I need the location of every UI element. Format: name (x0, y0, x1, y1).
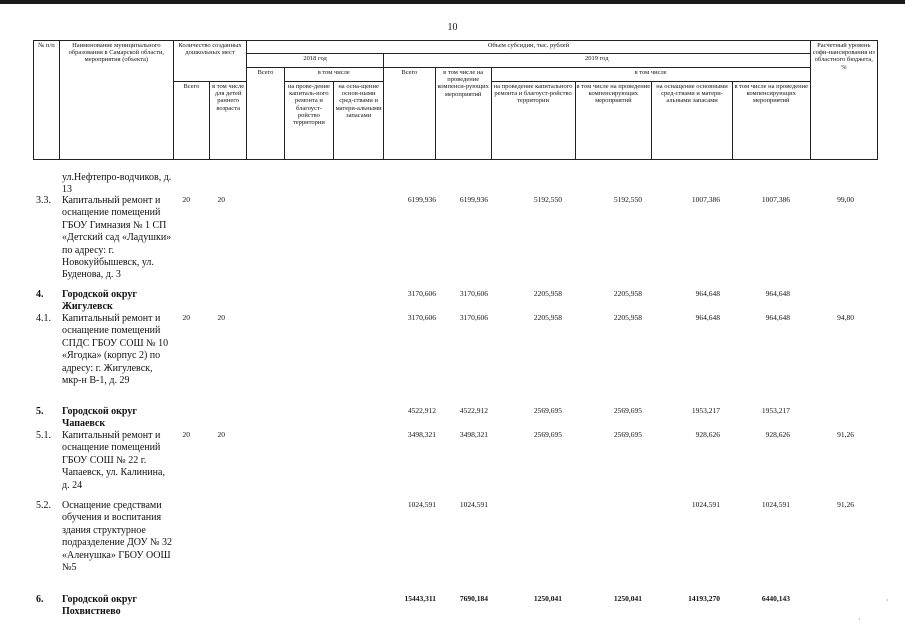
cofinancing: 99,00 (837, 195, 854, 204)
total-2019: 15443,311 (404, 594, 436, 603)
top-border (0, 0, 905, 4)
cofinancing: 91,26 (837, 500, 854, 509)
row-name: Капитальный ремонт и оснащение помещений ГБОУ Гимназия № 1 СП «Детский сад «Ладушки» по адресу: г. Новокуйбышевск, ул. Буденова, д. 3 (62, 195, 172, 281)
total-2019: 4522,912 (407, 406, 436, 415)
repair-2019: 1250,041 (533, 594, 562, 603)
row-name: Капитальный ремонт и оснащение помещений СПДС ГБОУ СОШ № 10 «Ягодка» (корпус 2) по адресу: г. Жигулевск, мкр-н В-1, д. 29 (62, 313, 169, 387)
row-number: 5. (36, 406, 44, 417)
repair-2019: 2569,695 (533, 406, 562, 415)
row-number: 5.2. (36, 500, 51, 511)
header-places-early: в том числе для детей раннего возраста (210, 82, 247, 160)
page-number: 10 (447, 22, 458, 33)
repair-comp-2019: 2569,695 (613, 430, 642, 439)
scan-speck: · (886, 596, 889, 605)
header-places: Количество созданных дошкольных мест (173, 41, 247, 82)
repair-2019: 2205,958 (533, 289, 562, 298)
row-number: 4.1. (36, 313, 51, 324)
repair-comp-2019: 2569,695 (613, 406, 642, 415)
comp-2019: 4522,912 (459, 406, 488, 415)
total-2019: 1024,591 (407, 500, 436, 509)
table-header (33, 40, 878, 160)
row-name: Городской округ Похвистнево (62, 594, 137, 618)
header-incl-2018: в том числе (284, 68, 383, 82)
equip-2019: 1953,217 (691, 406, 720, 415)
places-early: 20 (217, 430, 225, 439)
equip-comp-2019: 928,626 (765, 430, 790, 439)
places-total: 20 (182, 313, 190, 322)
repair-comp-2019: 2205,958 (613, 289, 642, 298)
comp-2019: 3170,606 (459, 313, 488, 322)
repair-comp-2019: 5192,550 (613, 195, 642, 204)
repair-comp-2019: 1250,041 (613, 594, 642, 603)
header-total-2019: Всего (383, 68, 435, 160)
row-name: Оснащение средствами обучения и воспитания здания структурное подразделение ДОУ № 32 «Аленушка» ГБОУ ООШ №5 (62, 500, 173, 574)
places-early: 20 (217, 313, 225, 322)
equip-2019: 964,648 (695, 313, 720, 322)
header-incl-comp-2019: в том числе на проведение компенси-рующих мероприятий (435, 68, 491, 160)
total-2019: 3498,321 (407, 430, 436, 439)
comp-2019: 7690,184 (459, 594, 488, 603)
places-total: 20 (182, 430, 190, 439)
comp-2019: 3498,321 (459, 430, 488, 439)
equip-comp-2019: 1024,591 (761, 500, 790, 509)
total-2019: 3170,606 (407, 313, 436, 322)
header-2018-repair: на прове-дение капиталь-ного ремонта и благоуст-ройство территории (284, 82, 334, 160)
header-year-2019: 2019 год (383, 54, 810, 68)
header-num: № п/п (34, 41, 60, 160)
equip-comp-2019: 1953,217 (761, 406, 790, 415)
equip-comp-2019: 964,648 (765, 289, 790, 298)
row-number: 6. (36, 594, 44, 605)
places-early: 20 (217, 195, 225, 204)
header-incl-2019: в том числе (491, 68, 810, 82)
repair-2019: 2205,958 (533, 313, 562, 322)
cofinancing: 91,26 (837, 430, 854, 439)
repair-2019: 5192,550 (533, 195, 562, 204)
row-number: 4. (36, 289, 44, 300)
comp-2019: 3170,606 (459, 289, 488, 298)
equip-comp-2019: 964,648 (765, 313, 790, 322)
repair-2019: 2569,695 (533, 430, 562, 439)
equip-2019: 1007,386 (691, 195, 720, 204)
cofinancing: 94,80 (837, 313, 854, 322)
header-2018-equip: на осна-щение основ-ными сред-ствами и матери-альными запасами (334, 82, 384, 160)
header-2019-repair-comp: в том числе на проведение компенсирующих мероприятий (575, 82, 652, 160)
places-total: 20 (182, 195, 190, 204)
equip-2019: 1024,591 (691, 500, 720, 509)
row-name: Капитальный ремонт и оснащение помещений ГБОУ СОШ № 22 г. Чапаевск, ул. Калинина, д. 24 (62, 430, 165, 491)
equip-comp-2019: 6440,143 (761, 594, 790, 603)
row-name: Городской округ Жигулевск (62, 289, 137, 313)
row-number: 3.3. (36, 195, 51, 206)
header-2019-equip: на оснащение основными сред-ствами и матери-альными запасами (652, 82, 733, 160)
comp-2019: 1024,591 (459, 500, 488, 509)
row-number: 5.1. (36, 430, 51, 441)
header-total-2018: Всего (247, 68, 284, 160)
total-2019: 3170,606 (407, 289, 436, 298)
repair-comp-2019: 2205,958 (613, 313, 642, 322)
total-2019: 6199,936 (407, 195, 436, 204)
header-2019-equip-comp: в том числе на проведение компенсирующих мероприятий (732, 82, 810, 160)
header-year-2018: 2018 год (247, 54, 384, 68)
row-name: Городской округ Чапаевск (62, 406, 137, 430)
comp-2019: 6199,936 (459, 195, 488, 204)
scan-speck: · (858, 615, 861, 624)
equip-2019: 928,626 (695, 430, 720, 439)
header-name: Наименование муниципального образования в Самарской области, мероприятия (объекта) (59, 41, 173, 160)
equip-2019: 14193,270 (688, 594, 720, 603)
equip-2019: 964,648 (695, 289, 720, 298)
header-subsidy: Объем субсидии, тыс. рублей (247, 41, 810, 54)
header-2019-repair: на проведение капитального ремонта и благоуст-ройство территории (491, 82, 575, 160)
header-places-total: Всего (173, 82, 209, 160)
equip-comp-2019: 1007,386 (761, 195, 790, 204)
row-name: ул.Нефтепро-водчиков, д. 13 (62, 172, 172, 196)
header-cofinancing: Расчетный уровень софи-нансирования из областного бюджета, % (810, 41, 877, 160)
